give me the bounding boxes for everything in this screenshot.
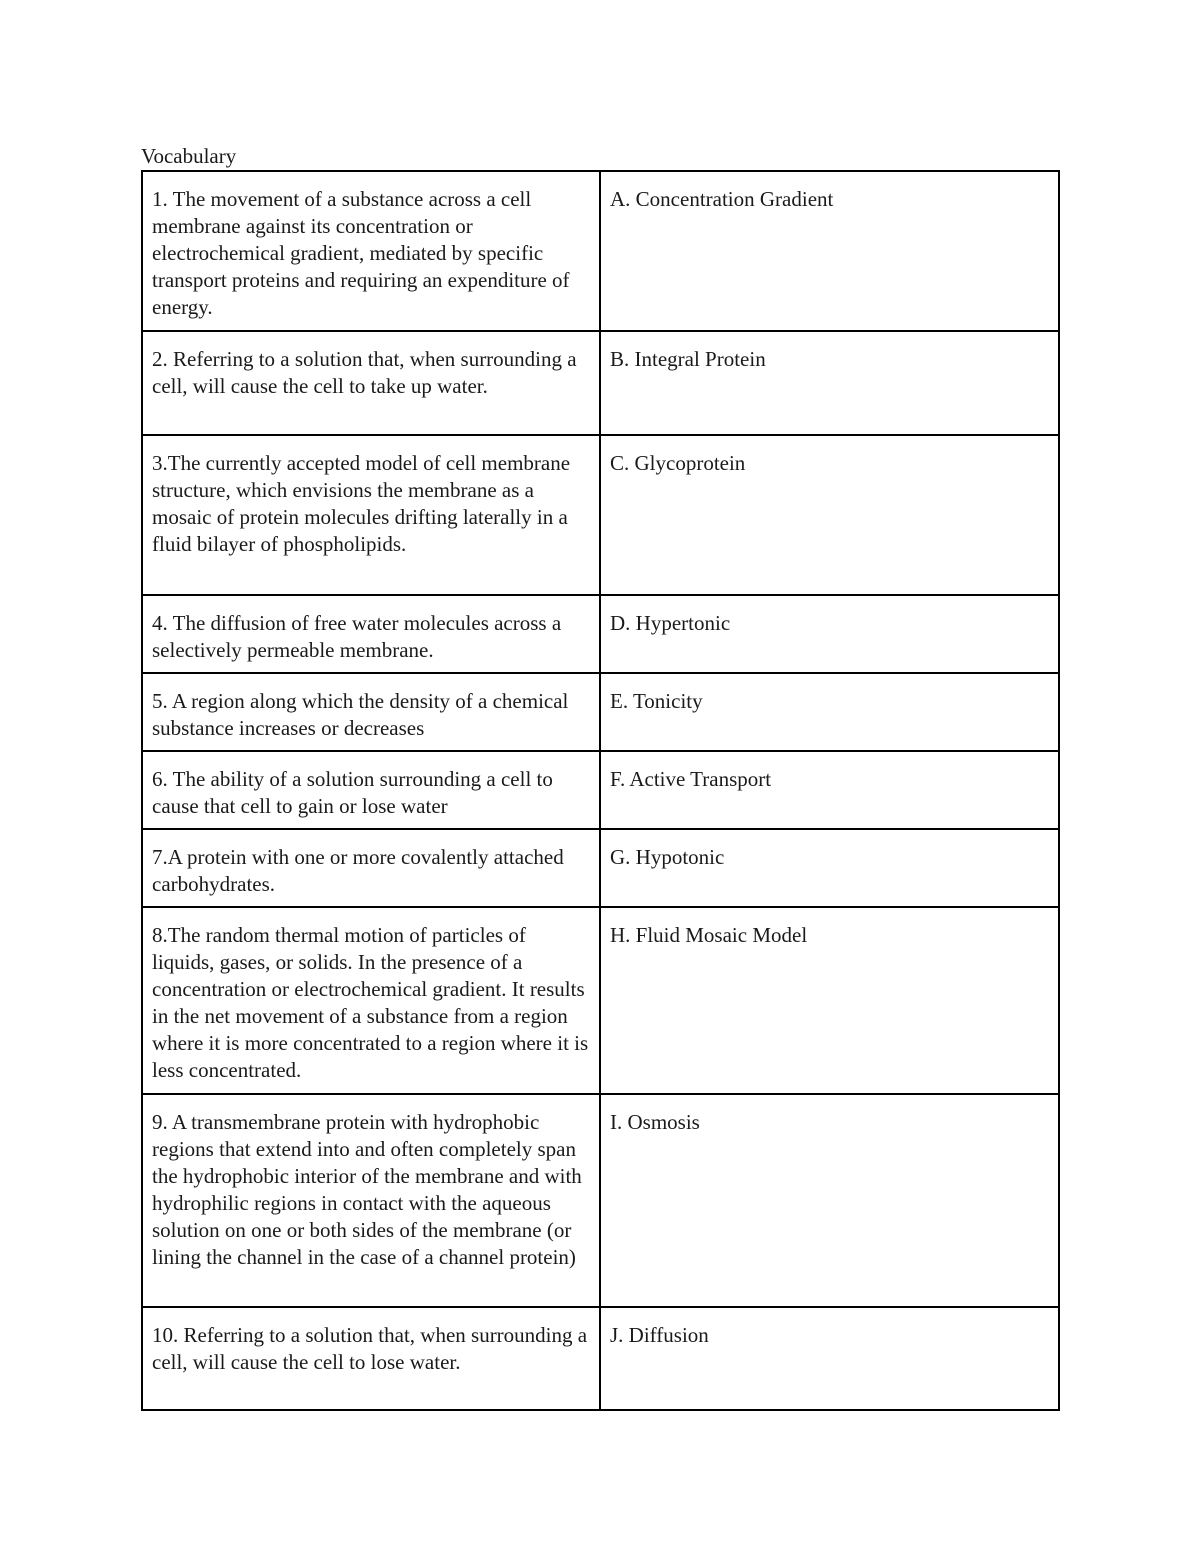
definition-cell: 9. A transmembrane protein with hydrophobic regions that extend into and often completely span the hydrophobic interior of the membrane and with hydrophilic regions in contact with the aqueous solution on one or both sides of the membrane (or lining the channel in the case of a channel protein) bbox=[142, 1094, 600, 1307]
table-row bbox=[142, 435, 1059, 595]
term-cell: F. Active Transport bbox=[600, 751, 1059, 829]
table-row bbox=[142, 1307, 1059, 1410]
definition-cell: 8.The random thermal motion of particles of liquids, gases, or solids. In the presence of a concentration or electrochemical gradient. It results in the net movement of a substance from a region where it is more concentrated to a region where it is less concentrated. bbox=[142, 907, 600, 1094]
term-cell: H. Fluid Mosaic Model bbox=[600, 907, 1059, 1094]
term-cell: C. Glycoprotein bbox=[600, 435, 1059, 595]
table-row bbox=[142, 171, 1059, 331]
page-title: Vocabulary bbox=[141, 144, 237, 168]
definition-cell: 10. Referring to a solution that, when surrounding a cell, will cause the cell to lose water. bbox=[142, 1307, 600, 1410]
definition-cell: 4. The diffusion of free water molecules across a selectively permeable membrane. bbox=[142, 595, 600, 673]
definition-cell: 5. A region along which the density of a chemical substance increases or decreases bbox=[142, 673, 600, 751]
definition-cell: 3.The currently accepted model of cell membrane structure, which envisions the membrane as a mosaic of protein molecules drifting laterally in a fluid bilayer of phospholipids. bbox=[142, 435, 600, 595]
table-row bbox=[142, 829, 1059, 907]
term-cell: B. Integral Protein bbox=[600, 331, 1059, 435]
definition-cell: 1. The movement of a substance across a cell membrane against its concentration or electrochemical gradient, mediated by specific transport proteins and requiring an expenditure of energy. bbox=[142, 171, 600, 331]
table-row bbox=[142, 331, 1059, 435]
term-cell: E. Tonicity bbox=[600, 673, 1059, 751]
vocabulary-table bbox=[141, 170, 1060, 1411]
table-row bbox=[142, 673, 1059, 751]
table-row bbox=[142, 595, 1059, 673]
definition-cell: 6. The ability of a solution surrounding a cell to cause that cell to gain or lose water bbox=[142, 751, 600, 829]
term-cell: A. Concentration Gradient bbox=[600, 171, 1059, 331]
table-row bbox=[142, 907, 1059, 1094]
table-row bbox=[142, 1094, 1059, 1307]
table-row bbox=[142, 751, 1059, 829]
term-cell: J. Diffusion bbox=[600, 1307, 1059, 1410]
term-cell: G. Hypotonic bbox=[600, 829, 1059, 907]
term-cell: D. Hypertonic bbox=[600, 595, 1059, 673]
term-cell: I. Osmosis bbox=[600, 1094, 1059, 1307]
definition-cell: 7.A protein with one or more covalently attached carbohydrates. bbox=[142, 829, 600, 907]
definition-cell: 2. Referring to a solution that, when surrounding a cell, will cause the cell to take up water. bbox=[142, 331, 600, 435]
